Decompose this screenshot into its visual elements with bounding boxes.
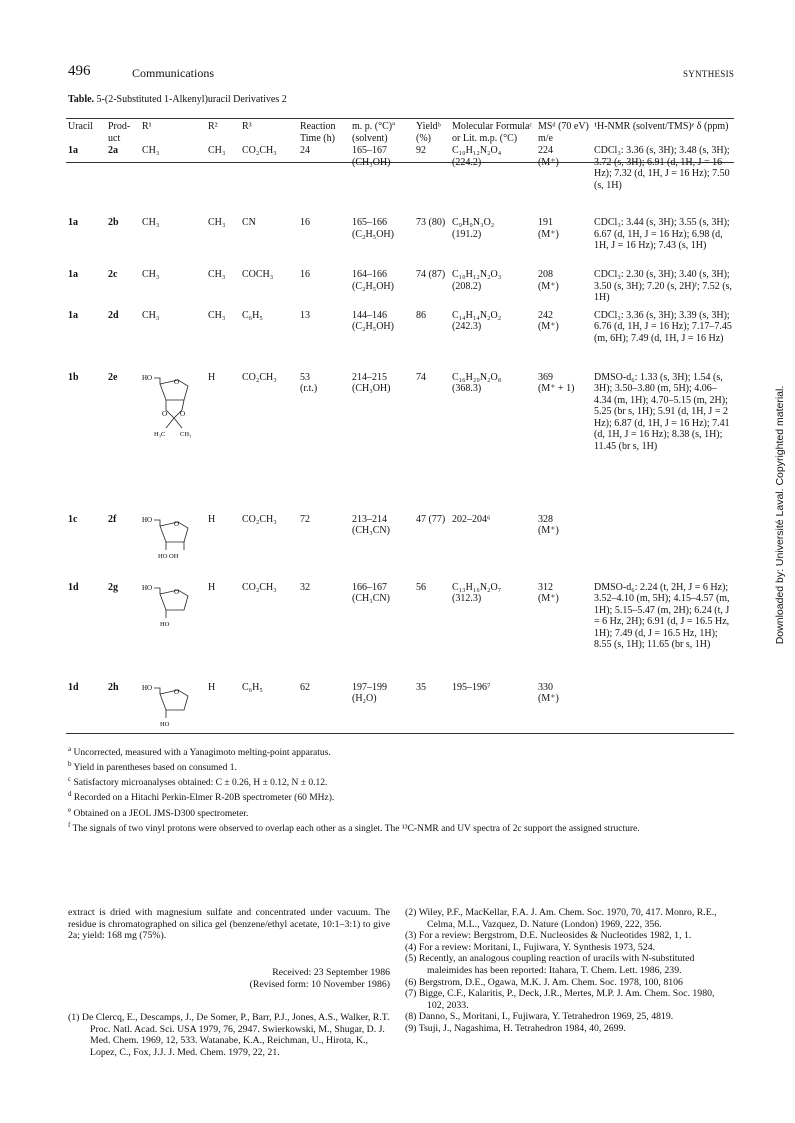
cell-r3: CO₂CH₃ <box>242 371 277 383</box>
formula-mass: (224.2) <box>452 156 482 168</box>
formula: C₁₄H₁₄N₂O₂ <box>452 309 502 321</box>
struct-label-o3: O <box>180 409 186 418</box>
reference-item: (8) Danno, S., Moritani, I., Fujiwara, Y. Tetrahedron 1969, 25, 4819. <box>405 1011 674 1023</box>
footnote: $^b$ Yield in parentheses based on consumed 1. <box>68 760 237 774</box>
col-header: Prod- uct <box>108 121 131 144</box>
cell-product: 2e <box>108 371 118 383</box>
col-header: Yieldᵇ (%) <box>416 121 441 144</box>
reference-item: (1) De Clercq, E., Descamps, J., De Somer, P., Barr, P.J., Jones, A.S., Walker, R.T. Proc. Natl. Acad. Sci. USA 1979, 76, 2947. Swierkowski, M., Shugar, D. J. Med. Chem. 1969, 12, 533. Watanabe, K.A., Reichman, U., Hirota, K., Lopez, C., Fox, J.J. J. Med. Chem. 1979, 22, 21. <box>68 1012 390 1058</box>
cell-ms <box>536 514 592 582</box>
ms-ion: (M⁺) <box>538 228 559 240</box>
mp-value: 144–146 <box>352 309 387 321</box>
cell-mp <box>350 217 414 269</box>
cell-uracil: 1a <box>68 145 78 156</box>
col-header: ¹H-NMR (solvent/TMS)ᵉ δ (ppm) <box>594 121 729 132</box>
ms-ion: (M⁺) <box>538 593 559 604</box>
cell-yield: 92 <box>416 145 426 156</box>
struct-label-ho: HO <box>142 373 153 382</box>
ms-ion: (M⁺ + 1) <box>538 383 575 394</box>
formula: C₁₀H₁₂N₂O₄ <box>452 145 502 156</box>
cell-uracil: 1a <box>68 217 78 228</box>
ms-value: 224 <box>538 145 553 156</box>
cell-mp <box>350 310 414 372</box>
ms-ion: (M⁺) <box>538 525 559 536</box>
cell-time: 13 <box>300 309 310 321</box>
cell-r3: CO₂CH₃ <box>242 581 277 593</box>
cell-yield: 35 <box>416 681 426 693</box>
cell-r1 <box>140 582 206 682</box>
cell-product: 2a <box>108 145 118 156</box>
cell-formula <box>450 217 536 269</box>
cell-r2: H <box>208 681 216 693</box>
data-table <box>66 120 734 740</box>
formula-mass: (368.3) <box>452 383 482 394</box>
ms-value: 191 <box>538 217 553 228</box>
mp-solvent: (H₂O) <box>352 693 377 704</box>
deoxyribose-structure <box>142 682 204 730</box>
table-top-rule <box>66 118 734 119</box>
ms-value: 330 <box>538 681 553 693</box>
cell-r2: CH₃ <box>208 269 226 280</box>
ms-value: 208 <box>538 269 553 280</box>
cell-nmr: CDCl₃: 3.36 (s, 3H); 3.39 (s, 3H); 6.76 (d, 1H, J = 16 Hz); 7.17–7.45 (m, 6H); 7.49 (d, 1H, J = 16 Hz) <box>594 309 732 344</box>
cell-yield: 74 <box>416 371 426 383</box>
mp-value: 197–199 <box>352 681 387 693</box>
cell-r1: CH₃ <box>142 309 160 321</box>
ms-ion: (M⁺) <box>538 321 559 332</box>
ms-value: 369 <box>538 371 553 383</box>
cell-formula <box>450 372 536 514</box>
cell-mp <box>350 372 414 514</box>
received-date: Received: 23 September 1986 <box>272 967 390 978</box>
reference-item: (3) For a review: Bergstrom, D.E. Nucleosides & Nucleotides 1982, 1, 1. <box>405 930 692 942</box>
formula: C₁₆H₂₀N₂O₈ <box>452 371 502 383</box>
reference-item: (6) Bergstrom, D.E., Ogawa, M.K. J. Am. Chem. Soc. 1978, 100, 8106 <box>405 976 683 988</box>
cell-nmr: CDCl₃: 3.44 (s, 3H); 3.55 (s, 3H); 6.67 (d, 1H, J = 16 Hz); 6.98 (d, 1H, J = 16 Hz); 7.43 (s, 1H) <box>594 217 730 251</box>
reference-item: (2) Wiley, P.F., MacKellar, F.A. J. Am. Chem. Soc. 1970, 70, 417. Monro, R.E., Celma, M.L., Vazquez, D. Nature (London) 1969, 222, 356. <box>405 907 717 930</box>
col-header: MSᵈ (70 eV) m/e <box>538 121 589 144</box>
footnote: $^f$ The signals of two vinyl protons were observed to overlap each other as a singlet. The ¹³C-NMR and UV spectra of 2c support the assigned structure. <box>68 820 640 834</box>
mp-solvent: (CH₃CN) <box>352 525 390 536</box>
cell-mp <box>350 582 414 682</box>
cell-time: 24 <box>300 145 310 156</box>
cell-uracil: 1d <box>68 581 79 593</box>
cell-time <box>298 372 350 514</box>
cell-ms <box>536 372 592 514</box>
ms-value: 242 <box>538 309 553 321</box>
cell-mp <box>350 145 414 217</box>
cell-time: 62 <box>300 681 310 693</box>
formula: C₁₀H₁₂N₂O₃ <box>452 269 502 280</box>
footnote: $^d$ Recorded on a Hitachi Perkin-Elmer R-20B spectrometer (60 MHz). <box>68 790 335 804</box>
cell-uracil: 1d <box>68 681 79 693</box>
download-notice-text: Downloaded by: Université Laval. Copyrighted material. <box>774 385 786 645</box>
cell-r3: C₆H₅ <box>242 681 263 693</box>
struct-label-ho: HO <box>142 583 153 592</box>
footnote: $^c$ Satisfactory microanalyses obtained: C ± 0.26, H ± 0.12, N ± 0.12. <box>68 775 328 789</box>
cell-nmr <box>592 682 734 740</box>
reference-item: (7) Bigge, C.F., Kalaritis, P., Deck, J.R., Mertes, M.P. J. Am. Chem. Soc. 1980, 102, 2033. <box>405 988 715 1011</box>
cell-r1 <box>140 372 206 514</box>
struct-label-ho: HO <box>142 515 153 524</box>
struct-label-o: O <box>174 377 180 386</box>
mp-value: 164–166 <box>352 269 387 280</box>
table-row <box>66 145 734 217</box>
cell-product: 2h <box>108 681 119 693</box>
table-row <box>66 269 734 310</box>
cell-product: 2c <box>108 269 118 280</box>
reference-item: (4) For a review: Moritani, I., Fujiwara, Y. Synthesis 1973, 524. <box>405 941 656 953</box>
mp-solvent: (C₂H₅OH) <box>352 321 394 332</box>
cell-product: 2g <box>108 581 118 593</box>
cell-r1 <box>140 514 206 582</box>
mp-value: 165–166 <box>352 217 387 228</box>
cell-r2: CH₃ <box>208 309 226 321</box>
mp-solvent: (CH₃CN) <box>352 593 390 604</box>
cell-r3: C₆H₅ <box>242 309 263 321</box>
cell-nmr: DMSO-d₆: 2.24 (t, 2H, J = 6 Hz); 3.52–4.10 (m, 5H); 4.15–4.57 (m, 1H); 5.15–5.47 (m, 2H); 6.24 (t, J = 6 Hz, 2H); 6.91 (d, J = 16.5 Hz, 1H); 7.49 (d, J = 16.5 Hz, 1H); 8.55 (s, 1H); 11.65 (br s, 1H) <box>594 581 730 650</box>
formula-mass: (312.3) <box>452 593 482 604</box>
page-number: 496 <box>68 63 91 79</box>
cell-nmr: CDCl₃: 3.36 (s, 3H); 3.48 (s, 3H); 3.72 (s, 3H); 6.91 (d, 1H, J = 16 Hz); 7.32 (d, 1H, J = 16 Hz); 7.50 (s, 1H) <box>594 145 730 191</box>
mp-value: 165–167 <box>352 145 387 156</box>
mp-solvent: (CH₃OH) <box>352 383 391 394</box>
table-footnotes <box>68 744 728 835</box>
table-row <box>66 682 734 740</box>
formula: C₁₃H₁₆N₂O₇ <box>452 581 502 593</box>
cell-r2: H <box>208 581 216 593</box>
mp-solvent: (CH₃OH) <box>352 156 391 168</box>
table-row <box>66 372 734 514</box>
col-header: R² <box>208 121 218 132</box>
cell-time: 72 <box>300 513 310 525</box>
section-title: Communications <box>132 66 214 80</box>
formula-mass: (242.3) <box>452 321 482 332</box>
download-notice <box>774 345 786 685</box>
table-row <box>66 582 734 682</box>
reference-item: (5) Recently, an analogous coupling reaction of uracils with N-substituted maleimides has been reported: Itahara, T. Chem. Lett. 1986, 239. <box>405 953 695 976</box>
cell-mp <box>350 514 414 582</box>
ms-value: 328 <box>538 513 553 525</box>
ms-ion: (M⁺) <box>538 156 559 168</box>
references-left <box>68 1012 390 1058</box>
table-row <box>66 514 734 582</box>
cell-r3: CN <box>242 217 256 228</box>
cell-product: 2f <box>108 513 117 525</box>
cell-ms <box>536 269 592 310</box>
journal-name: SYNTHESIS <box>683 69 735 79</box>
struct-label-o2: O <box>162 409 168 418</box>
cell-product: 2b <box>108 217 119 228</box>
cell-nmr: CDCl₃: 2.30 (s, 3H); 3.40 (s, 3H); 3.50 (s, 3H); 7.20 (s, 2H)ᶠ; 7.52 (s, 1H) <box>594 269 732 303</box>
references-right <box>405 907 730 1035</box>
col-header: m. p. (°C)ª (solvent) <box>352 121 395 144</box>
cell-formula <box>450 310 536 372</box>
footnote: $^a$ Uncorrected, measured with a Yanagimoto melting-point apparatus. <box>68 745 331 759</box>
cell-ms <box>536 682 592 740</box>
cell-r3: CO₂CH₃ <box>242 145 277 156</box>
cell-formula <box>450 145 536 217</box>
cell-uracil: 1b <box>68 371 79 383</box>
struct-label-ho: HO <box>142 683 153 692</box>
cell-formula <box>450 269 536 310</box>
cell-r1: CH₃ <box>142 145 160 156</box>
cell-formula: 195–196⁷ <box>452 681 491 693</box>
cell-mp <box>350 682 414 740</box>
time-note: (r.t.) <box>300 383 318 394</box>
deoxyribose-structure <box>142 582 204 630</box>
cell-r3: CO₂CH₃ <box>242 513 277 525</box>
col-header: R³ <box>242 121 252 132</box>
footnote: $^e$ Obtained on a JEOL JMS-D300 spectrometer. <box>68 805 249 819</box>
cell-r3: COCH₃ <box>242 269 274 280</box>
cell-uracil: 1c <box>68 513 78 525</box>
cell-mp <box>350 269 414 310</box>
struct-label-ho2: HO <box>160 720 170 728</box>
col-header: Uracil <box>68 121 93 132</box>
cell-r1: CH₃ <box>142 269 160 280</box>
cell-r2: CH₃ <box>208 217 226 228</box>
col-header: R¹ <box>142 121 152 132</box>
struct-label-ho2: HO <box>160 620 170 628</box>
ms-ion: (M⁺) <box>538 693 559 704</box>
struct-label-hooh: HO OH <box>158 552 179 560</box>
cell-yield: 86 <box>416 309 426 321</box>
cell-r1: CH₃ <box>142 217 160 228</box>
formula: C₉H₉N₃O₂ <box>452 217 495 228</box>
table-caption-text: 5-(2-Substituted 1-Alkenyl)uracil Derivatives 2 <box>96 94 287 105</box>
mp-value: 214–215 <box>352 371 387 383</box>
ms-ion: (M⁺) <box>538 280 559 292</box>
cell-uracil: 1a <box>68 309 78 321</box>
cell-r1 <box>140 682 206 740</box>
struct-label-o: O <box>174 587 180 596</box>
cell-ms <box>536 145 592 217</box>
cell-r2: H <box>208 371 216 383</box>
struct-label-h3c: H₃C <box>154 430 166 438</box>
struct-label-o: O <box>174 519 180 528</box>
body-text: extract is dried with magnesium sulfate and concentrated under vacuum. The residue is chromatographed on silica gel (benzene/ethyl acetate, 10:1–3:1) to give 2a; yield: 168 mg (75%). <box>68 907 390 942</box>
struct-label-o: O <box>174 687 180 696</box>
cell-yield: 73 (80) <box>416 217 446 228</box>
cell-time: 32 <box>300 581 310 593</box>
cell-product: 2d <box>108 309 119 321</box>
formula-mass: (208.2) <box>452 280 482 292</box>
table-label: Table. <box>68 94 95 105</box>
struct-label-ch3: CH₃ <box>180 430 192 438</box>
cell-formula <box>450 582 536 682</box>
cell-ms <box>536 310 592 372</box>
mp-solvent: (C₂H₅OH) <box>352 228 394 240</box>
table-caption <box>68 94 287 105</box>
time-value: 53 <box>300 371 310 383</box>
formula-mass: (191.2) <box>452 228 482 240</box>
cell-time: 16 <box>300 217 310 228</box>
cell-nmr <box>592 514 734 582</box>
cell-r2: H <box>208 513 216 525</box>
mp-value: 213–214 <box>352 513 387 525</box>
table-row <box>66 217 734 269</box>
cell-uracil: 1a <box>68 269 78 280</box>
cell-yield: 47 (77) <box>416 513 446 525</box>
cell-formula: 202–204⁶ <box>452 513 491 525</box>
col-header: Reaction Time (h) <box>300 121 336 144</box>
col-header: Molecular Formulaᶜ or Lit. m.p. (°C) <box>452 121 533 144</box>
mp-solvent: (C₂H₅OH) <box>352 280 394 292</box>
table-header-row <box>66 120 734 145</box>
cell-r2: CH₃ <box>208 145 226 156</box>
revised-date: (Revised form: 10 November 1986) <box>249 979 390 990</box>
cell-ms <box>536 217 592 269</box>
isopropylidene-ribose-structure <box>142 372 204 448</box>
ms-value: 312 <box>538 581 553 593</box>
reference-item: (9) Tsuji, J., Nagashima, H. Tetrahedron 1984, 40, 2699. <box>405 1022 626 1034</box>
cell-nmr: DMSO-d₆: 1.33 (s, 3H); 1.54 (s, 3H); 3.50–3.80 (m, 5H); 4.06–4.34 (m, 1H); 4.70–5.15 (m, 2H); 5.25 (br s, 1H); 5.91 (d, 1H, J = 2 Hz); 6.87 (d, 1H, J = 16 Hz); 7.41 (d, 1H, J = 16 Hz); 8.38 (s, 1H); 11.45 (br s, 1H) <box>594 371 730 452</box>
cell-time: 16 <box>300 269 310 280</box>
cell-yield: 56 <box>416 581 426 593</box>
mp-value: 166–167 <box>352 581 387 593</box>
cell-yield: 74 (87) <box>416 269 446 280</box>
cell-ms <box>536 582 592 682</box>
table-row <box>66 310 734 372</box>
ribose-structure <box>142 514 204 562</box>
